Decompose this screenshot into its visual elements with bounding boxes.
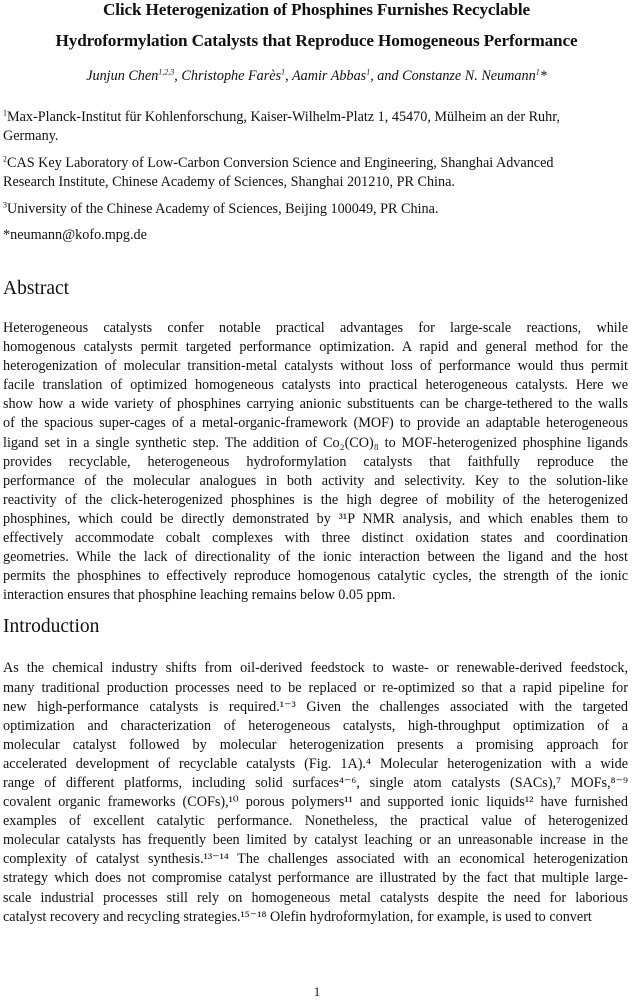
text-line: facile translation of optimized homogeneous catalysts into practical heterogeneous catalysts. Here we	[3, 377, 628, 394]
text-line: performance of the molecular analogues in both activity and selectivity. Key to the solution-like	[3, 472, 628, 489]
text-line: molecular catalysts has frequently been limited by catalyst leaching or an unreasonable increase in the	[3, 832, 628, 849]
affiliation-sup: 3	[3, 200, 7, 210]
corresponding-email: *neumann@kofo.mpg.de	[3, 227, 147, 243]
author-separator: ,	[285, 68, 292, 84]
author-list	[1, 66, 632, 86]
text-line: effectively accommodate cobalt complexes with three distinct oxidation states and coordination	[3, 530, 628, 547]
affiliation-line: Max-Planck-Institut für Kohlenforschung, Kaiser-Wilhelm-Platz 1, 45470, Mülheim an der Ruhr,	[7, 109, 560, 125]
affiliations	[1, 108, 632, 245]
affiliation-line: Research Institute, Chinese Academy of Sciences, Shanghai 201210, PR China.	[3, 174, 455, 190]
page-number: 1	[313, 984, 321, 999]
author-affiliation-sup: 1	[535, 67, 540, 77]
text-line: provides recyclable, heterogeneous hydroformylation catalysts that faithfully reproduce the	[3, 453, 628, 470]
author-separator: , and	[370, 68, 403, 84]
affiliation-sup: 2	[3, 154, 7, 164]
paper-title	[1, 0, 632, 56]
introduction-text	[1, 659, 632, 926]
title-line-1: Click Heterogenization of Phosphines Furnishes Recyclable	[102, 0, 530, 19]
title-line-2: Hydroformylation Catalysts that Reproduce Homogeneous Performance	[55, 31, 578, 50]
text-line: geometries. While the lack of directionality of the ionic interaction between the ligand and the host	[3, 549, 628, 566]
affiliation	[1, 154, 632, 192]
affiliation	[1, 200, 632, 219]
affiliation	[1, 108, 632, 146]
author-name: Christophe Farès	[181, 68, 282, 84]
text-line: range of different platforms, including solid surfaces⁴⁻⁶, single atom catalysts (SACs),⁷ MOFs,⁸⁻⁹	[3, 774, 628, 791]
text-line: permits the phosphines to effectively reproduce homogenous catalytic cycles, the strength of the ionic	[3, 568, 628, 585]
introduction-heading: Introduction	[3, 616, 100, 638]
text-line: strategy which does not compromise catalyst performance are illustrated by the fact that multiple large-	[3, 870, 628, 887]
affiliation-line: Germany.	[3, 128, 59, 144]
text-line: new high-performance catalysts is required.¹⁻³ Given the challenges associated with the targeted	[3, 698, 628, 715]
text-line: reactivity of the click-heterogenized phosphines is the high degree of mobility of the heterogenized	[3, 491, 628, 508]
text-line: catalyst recovery and recycling strategies.¹⁵⁻¹⁸ Olefin hydroformylation, for example, is used to convert	[3, 908, 592, 925]
text-line: heterogenization of molecular transition-metal catalysts without loss of performance would thus permit	[3, 358, 628, 375]
author-affiliation-sup: 1	[366, 67, 371, 77]
abstract-heading: Abstract	[3, 278, 70, 299]
text-line: complexity of catalyst synthesis.¹³⁻¹⁴ The challenges associated with an economical heterogenization	[3, 851, 628, 868]
text-line: phosphines, which could be directly demonstrated by ³¹P NMR analysis, and which enables them to	[3, 510, 628, 527]
text-line: many traditional production processes need to be replaced or re-optimized so that a rapid pipeline for	[3, 679, 628, 696]
abstract-text	[1, 319, 632, 605]
author-affiliation-sup: 1	[281, 67, 286, 77]
text-line: homogenous catalysts permit targeted performance optimization. A rapid and general method for the	[3, 339, 628, 356]
affiliation-sup: 1	[3, 108, 7, 118]
text-line: of the spacious super-cages of a metal-organic-framework (MOF) to provide an adaptable heterogeneous	[3, 415, 628, 432]
author-separator: ,	[174, 68, 182, 84]
text-line: ligand set in a single synthetic step. The addition of Co₂(CO)₈ to MOF-heterogenized phosphine ligands	[3, 434, 628, 451]
text-line: interaction ensures that phosphine leaching remains below 0.05 ppm.	[3, 587, 396, 604]
text-line: covalent organic frameworks (COFs),¹⁰ porous polymers¹¹ and supported ionic liquids¹² have furnished	[3, 794, 628, 811]
affiliation-line: University of the Chinese Academy of Sciences, Beijing 100049, PR China.	[7, 201, 439, 217]
affiliation-line: CAS Key Laboratory of Low-Carbon Conversion Science and Engineering, Shanghai Advanced	[7, 155, 554, 171]
text-line: optimization and characterization of heterogeneous catalysts, high-throughput optimization of a	[3, 717, 628, 734]
corresponding-author-mark: *	[539, 68, 547, 84]
text-line: molecular catalyst followed by molecular heterogenization presents a promising approach for	[3, 736, 628, 753]
author-affiliation-sup: 1,2,3	[158, 67, 175, 77]
text-line: accelerated development of recyclable catalysts (Fig. 1A).⁴ Molecular heterogenization with a wide	[3, 755, 628, 772]
text-line: show how a wide variety of phosphines carrying anionic substituents can be charge-tethered to the walls	[3, 396, 628, 413]
text-line: As the chemical industry shifts from oil-derived feedstock to waste- or renewable-derived feedstock,	[3, 660, 628, 677]
text-line: Heterogeneous catalysts confer notable practical advantages for large-scale reactions, while	[3, 320, 628, 336]
text-line: scale industrial processes still rely on homogeneous metal catalysts despite the need for laborious	[3, 889, 628, 906]
author-name: Constanze N. Neumann	[402, 68, 536, 84]
author-name: Junjun Chen	[86, 68, 159, 84]
author-name: Aamir Abbas	[291, 68, 367, 84]
text-line: examples of excellent catalytic performance. Nonetheless, the practical value of heterogenized	[3, 813, 628, 830]
